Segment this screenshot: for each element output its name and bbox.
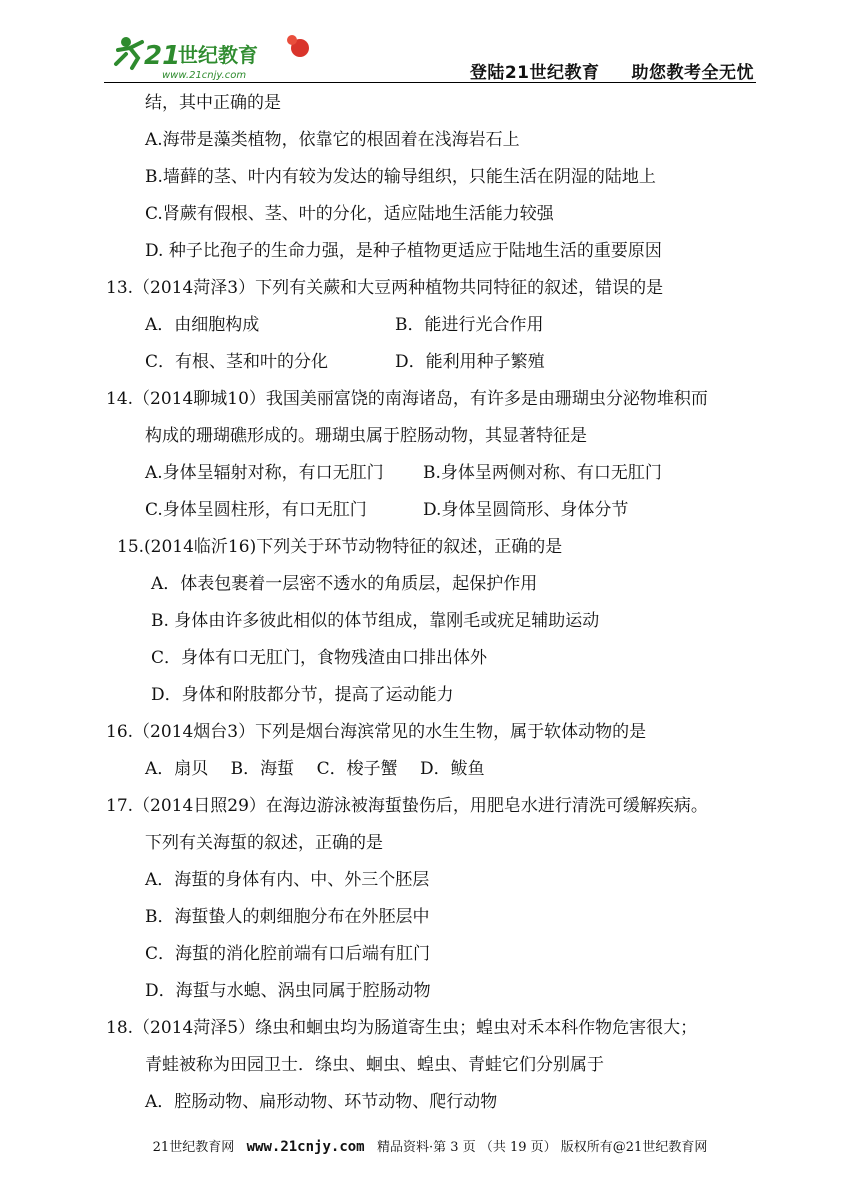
- slogan-left: 登陆21世纪教育: [469, 63, 600, 83]
- option-line: B.身体呈两侧对称、有口无肛门: [423, 463, 662, 483]
- footer-site: 21世纪教育网: [152, 1140, 235, 1155]
- header-divider: [104, 82, 756, 83]
- svg-text:21: 21: [144, 41, 181, 71]
- option-line: A.海带是藻类植物，依靠它的根固着在浅海岩石上: [145, 130, 520, 150]
- question-16: 16.（2014烟台3）下列是烟台海滨常见的水生生物，属于软体动物的是: [106, 722, 647, 742]
- slogan-right: 助您教考全无忧: [631, 63, 754, 83]
- option-line: A．腔肠动物、扁形动物、环节动物、爬行动物: [145, 1092, 498, 1112]
- option-line: D．身体和附肢都分节，提高了运动能力: [151, 685, 454, 705]
- option-line: A．扇贝 B．海蜇 C．梭子蟹 D．鲅鱼: [145, 759, 485, 779]
- text-line: 构成的珊瑚礁形成的。珊瑚虫属于腔肠动物，其显著特征是: [145, 426, 587, 446]
- option-line: B. 身体由许多彼此相似的体节组成，靠刚毛或疣足辅助运动: [151, 611, 600, 631]
- option-line: A．海蜇的身体有内、中、外三个胚层: [145, 870, 430, 890]
- option-line: B.墙藓的茎、叶内有较为发达的输导组织，只能生活在阴湿的陆地上: [145, 167, 656, 187]
- text-line: 青蛙被称为田园卫士．绦虫、蛔虫、蝗虫、青蛙它们分别属于: [145, 1055, 604, 1075]
- question-14: 14.（2014聊城10）我国美丽富饶的南海诸岛，有许多是由珊瑚虫分泌物堆积而: [106, 389, 708, 409]
- question-18: 18.（2014菏泽5）绦虫和蛔虫均为肠道寄生虫；蝗虫对禾本科作物危害很大；: [106, 1018, 698, 1038]
- option-line: A．体表包裹着一层密不透水的角质层，起保护作用: [151, 574, 538, 594]
- text-line: 下列有关海蜇的叙述，正确的是: [145, 833, 383, 853]
- option-line: D.身体呈圆筒形、身体分节: [423, 500, 629, 520]
- option-line: C．身体有口无肛门，食物残渣由口排出体外: [151, 648, 488, 668]
- logo-url: www.21cnjy.com: [162, 70, 247, 81]
- option-line: C.肾蕨有假根、茎、叶的分化，适应陆地生活能力较强: [145, 204, 554, 224]
- option-line: D. 种子比孢子的生命力强，是种子植物更适应于陆地生活的重要原因: [145, 241, 662, 261]
- option-line: C.身体呈圆柱形，有口无肛门: [145, 500, 367, 520]
- header-slogan: [470, 58, 754, 83]
- option-line: A．由细胞构成: [145, 315, 260, 335]
- option-line: C．有根、茎和叶的分化: [145, 352, 329, 372]
- page-footer: [0, 1136, 860, 1155]
- option-line: C．海蜇的消化腔前端有口后端有肛门: [145, 944, 431, 964]
- option-line: D．能利用种子繁殖: [395, 352, 545, 372]
- question-17: 17.（2014日照29）在海边游泳被海蜇蛰伤后，用肥皂水进行清洗可缓解疾病。: [106, 796, 708, 816]
- text-line: 结，其中正确的是: [145, 93, 281, 113]
- question-13: 13.（2014菏泽3）下列有关蕨和大豆两种植物共同特征的叙述，错误的是: [106, 278, 664, 298]
- logo-icon: [104, 28, 324, 82]
- footer-info: 精品资料·第 3 页 （共 19 页） 版权所有@21世纪教育网: [377, 1140, 708, 1155]
- page-header: [0, 0, 860, 86]
- option-line: A.身体呈辐射对称，有口无肛门: [145, 463, 384, 483]
- option-line: D．海蜇与水螅、涡虫同属于腔肠动物: [145, 981, 431, 1001]
- svg-text:世纪教育: 世纪教育: [178, 43, 258, 67]
- question-15: 15.(2014临沂16)下列关于环节动物特征的叙述，正确的是: [117, 537, 563, 557]
- footer-url[interactable]: www.21cnjy.com: [246, 1139, 365, 1155]
- option-line: B．能进行光合作用: [395, 315, 544, 335]
- option-line: B．海蜇蛰人的刺细胞分布在外胚层中: [145, 907, 430, 927]
